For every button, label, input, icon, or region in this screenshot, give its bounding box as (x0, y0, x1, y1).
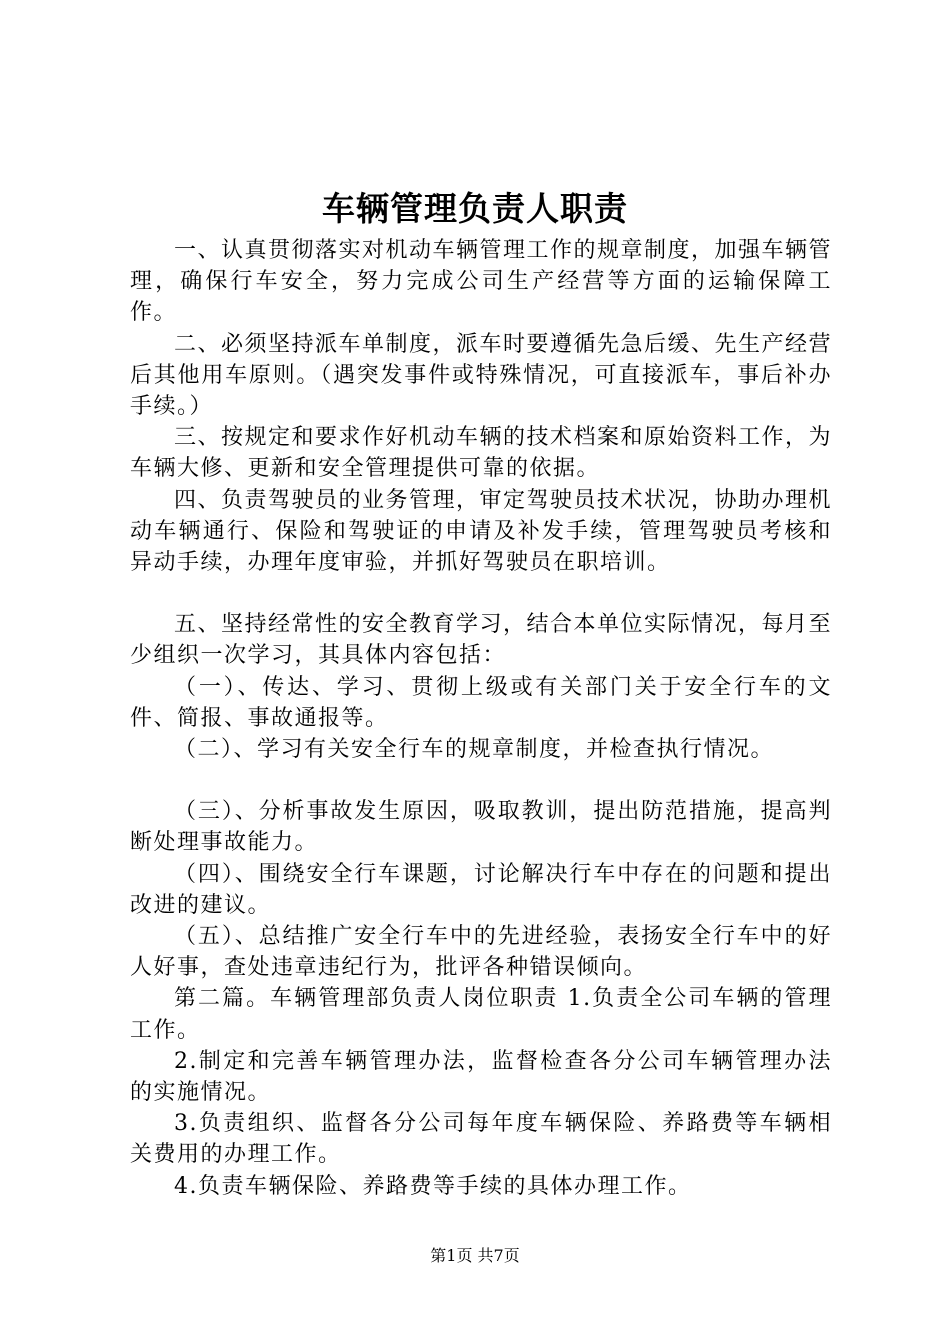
duty-item-2: 2.制定和完善车辆管理办法，监督检查各分公司车辆管理办法的实施情况。 (130, 1048, 832, 1106)
sub-item-3: （三）、分析事故发生原因，吸取教训，提出防范措施，提高判断处理事故能力。 (130, 799, 832, 856)
document-body (130, 235, 832, 1202)
paragraph-2: 二、必须坚持派车单制度，派车时要遵循先急后缓、先生产经营后其他用车原则。（遇突发事件或特殊情况，可直接派车，事后补办手续。） (130, 331, 833, 420)
paragraph-3: 三、按规定和要求作好机动车辆的技术档案和原始资料工作，为车辆大修、更新和安全管理提供可靠的依据。 (130, 425, 833, 482)
paragraph-4: 四、负责驾驶员的业务管理，审定驾驶员技术状况，协助办理机动车辆通行、保险和驾驶证的申请及补发手续，管理驾驶员考核和异动手续，办理年度审验，并抓好驾驶员在职培训。 (130, 487, 833, 576)
sub-item-1: （一）、传达、学习、贯彻上级或有关部门关于安全行车的文件、简报、事故通报等。 (130, 674, 832, 731)
duty-item-4: 4.负责车辆保险、养路费等手续的具体办理工作。 (174, 1173, 692, 1199)
sub-item-5: （五）、总结推广安全行车中的先进经验，表扬安全行车中的好人好事，查处违章违纪行为，批评各种错误倾向。 (130, 924, 832, 981)
section-2-heading-paragraph: 第二篇。车辆管理部负责人岗位职责 1.负责全公司车辆的管理工作。 (130, 986, 832, 1043)
paragraph-1: 一、认真贯彻落实对机动车辆管理工作的规章制度，加强车辆管理，确保行车安全，努力完成公司生产经营等方面的运输保障工作。 (130, 238, 833, 326)
sub-item-2: （二）、学习有关安全行车的规章制度，并检查执行情况。 (174, 737, 775, 763)
paragraph-5: 五、坚持经常性的安全教育学习，结合本单位实际情况，每月至少组织一次学习，其具体内容包括： (130, 612, 833, 669)
document-title: 车辆管理负责人职责 (322, 189, 628, 228)
sub-item-4: （四）、围绕安全行车课题，讨论解决行车中存在的问题和提出改进的建议。 (130, 861, 832, 918)
duty-item-3: 3.负责组织、监督各分公司每年度车辆保险、养路费等车辆相关费用的办理工作。 (130, 1111, 832, 1168)
page-footer: 第1页 共7页 (430, 1246, 520, 1265)
